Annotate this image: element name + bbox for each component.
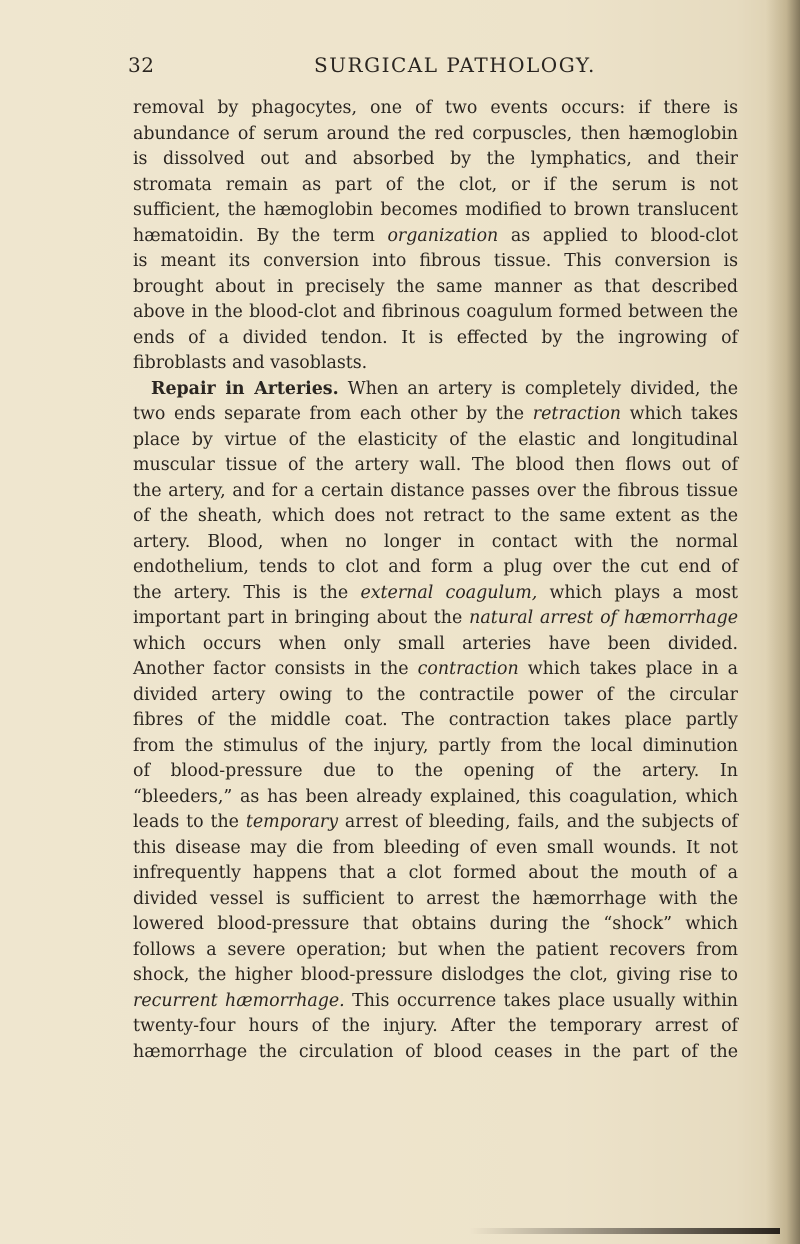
text-line: sufficient, the hæmoglobin becomes modified to brown translucent [133,200,738,220]
body-text [133,96,738,1065]
text-line: infrequently happens that a clot formed about the mouth of a [133,863,738,883]
text-line: divided vessel is sufficient to arrest the hæmorrhage with the [133,888,738,909]
text-fragment: the artery. This is the [133,582,361,603]
text-fragment: two ends separate from each other by the [133,404,533,424]
running-head: SURGICAL PATHOLOGY. [314,53,596,77]
text-line: ends of a divided tendon. It is effected by the ingrowing of [133,327,738,348]
text-line: from the stimulus of the injury, partly from the local diminution [133,735,738,756]
text-line: abundance of serum around the red corpuscles, then hæmoglobin [133,123,738,144]
italic-term-temporary: temporary [245,812,339,832]
text-line: shock, the higher blood-pressure dislodges the clot, giving rise to [133,965,738,985]
text-fragment: This occurrence takes place usually within [352,990,738,1011]
text-line [133,402,738,428]
text-line: muscular tissue of the artery wall. The blood then flows out of [133,455,738,475]
text-line [133,657,738,683]
text-line [133,377,738,403]
text-line: is meant its conversion into fibrous tissue. This conversion is [133,251,738,271]
text-fragment: which plays a most [537,582,738,603]
text-line: is dissolved out and absorbed by the lymphatics, and their [133,149,738,169]
text-line [133,606,738,632]
text-line: of the sheath, which does not retract to the same extent as the [133,506,738,526]
text-line: follows a severe operation; but when the patient recovers from [133,939,738,960]
page-number: 32 [128,53,155,77]
text-fragment: important part in bringing about the [133,608,470,628]
text-line: fibres of the middle coat. The contraction takes place partly [133,710,738,730]
text-line: “bleeders,” as has been already explained, this coagulation, which [133,786,738,807]
text-fragment: leads to the [133,812,246,832]
page-header [128,53,753,83]
text-line [133,989,738,1015]
italic-term-natural-arrest: natural arrest of hæmorrhage [469,608,738,628]
text-line: twenty-four hours of the injury. After the temporary arrest of [133,1016,738,1036]
text-line: above in the blood-clot and fibrinous coagulum formed between the [133,302,738,322]
text-line: the artery, and for a certain distance passes over the fibrous tissue [133,480,738,501]
text-line: divided artery owing to the contractile power of the circular [133,684,738,705]
text-line: artery. Blood, when no longer in contact with the normal [133,531,738,552]
text-line: removal by phagocytes, one of two events occurs: if there is [133,98,738,118]
text-line: fibroblasts and vasoblasts. [133,353,368,373]
italic-term-organization: organization [387,225,499,246]
italic-term-external-coagulum: external coagulum, [360,582,538,603]
text-fragment: as applied to blood-clot [498,225,738,246]
text-fragment: hæmatoidin. By the term [133,225,388,246]
text-fragment: which takes [621,404,738,424]
text-line [133,224,738,250]
text-line: endothelium, tends to clot and form a plug over the cut end of [133,557,738,577]
text-fragment: Another factor consists in the [133,659,418,679]
text-fragment: which takes place in a [518,659,738,679]
text-line: place by virtue of the elasticity of the elastic and longitudinal [133,429,738,450]
text-fragment: arrest of bleeding, fails, and the subjects of [338,812,738,832]
text-line: lowered blood-pressure that obtains during the “shock” which [133,914,738,934]
bottom-edge-shadow [470,1228,780,1234]
text-line: which occurs when only small arteries have been divided. [133,633,738,654]
text-line: this disease may die from bleeding of even small wounds. It not [133,837,738,858]
italic-term-contraction: contraction [417,659,519,679]
text-fragment: When an artery is completely divided, the [347,378,738,399]
italic-term-recurrent-haemorrhage: recurrent hæmorrhage. [133,990,345,1011]
text-line: stromata remain as part of the clot, or if the serum is not [133,174,738,195]
text-line [133,810,738,836]
page-edge-shadow [766,0,800,1244]
text-line: of blood-pressure due to the opening of the artery. In [133,761,738,781]
section-heading: Repair in Arteries. [151,378,339,399]
text-line: hæmorrhage the circulation of blood ceases in the part of the [133,1041,738,1062]
italic-term-retraction: retraction [532,404,621,424]
text-line: brought about in precisely the same manner as that described [133,276,738,297]
text-line [133,581,738,607]
